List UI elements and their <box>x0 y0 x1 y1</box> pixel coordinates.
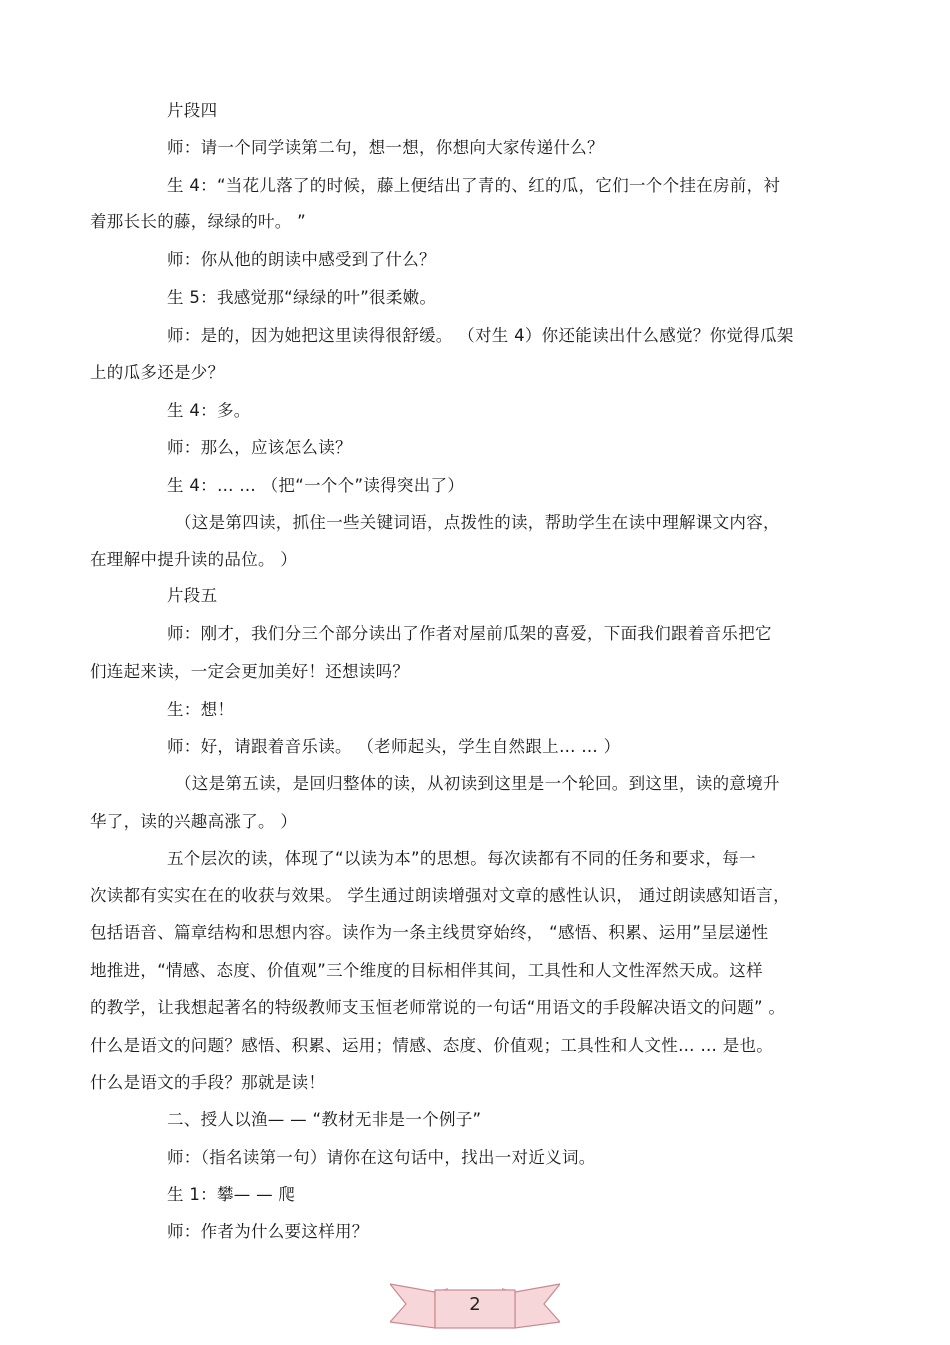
paragraph-line: 师：你从他的朗读中感受到了什么？ <box>167 250 436 269</box>
commentary-line: 在理解中提升读的品位。 ） <box>90 550 298 569</box>
paragraph-line: 师：作者为什么要这样用？ <box>167 1222 369 1241</box>
paragraph-line: 上的瓜多还是少？ <box>90 363 225 382</box>
paragraph-line: 师：那么，应该怎么读？ <box>167 438 352 457</box>
paragraph-line: 师：好，请跟着音乐读。 （老师起头，学生自然跟上… … ） <box>167 737 621 756</box>
paragraph-line: 师：（指名读第一句）请你在这句话中，找出一对近义词。 <box>167 1148 596 1167</box>
paragraph-line: 五个层次的读，体现了“以读为本”的思想。每次读都有不同的任务和要求，每一 <box>167 849 756 868</box>
paragraph-line: 师：是的，因为她把这里读得很舒缓。 （对生 4）你还能读出什么感觉？你觉得瓜架 <box>167 326 794 345</box>
section-heading-4: 片段四 <box>167 101 218 120</box>
paragraph-line: 的教学，让我想起著名的特级教师支玉恒老师常说的一句话“用语文的手段解决语文的问题” 。 <box>90 998 786 1017</box>
section-heading-5: 片段五 <box>167 586 218 605</box>
commentary-line: （这是第五读，是回归整体的读，从初读到这里是一个轮回。到这里，读的意境升 <box>175 774 780 793</box>
paragraph-line: 生：想！ <box>167 700 235 719</box>
paragraph-line: 生 4：多。 <box>167 401 251 420</box>
paragraph-line: 什么是语文的手段？那就是读！ <box>90 1073 326 1092</box>
commentary-line: （这是第四读，抓住一些关键词语，点拨性的读，帮助学生在读中理解课文内容， <box>175 513 780 532</box>
paragraph-line: 什么是语文的问题？感悟、积累、运用；情感、态度、价值观；工具性和人文性… … 是也。 <box>90 1036 774 1055</box>
page-number: 2 <box>469 1294 481 1315</box>
paragraph-line: 们连起来读，一定会更加美好！还想读吗？ <box>90 662 410 681</box>
paragraph-line: 包括语音、篇章结构和思想内容。读作为一条主线贯穿始终， “感悟、积累、运用”呈层递性 <box>90 923 769 942</box>
paragraph-line: 生 1：攀— — 爬 <box>167 1185 296 1204</box>
paragraph-line: 师：刚才，我们分三个部分读出了作者对屋前瓜架的喜爱，下面我们跟着音乐把它 <box>167 624 772 643</box>
paragraph-line: 生 5：我感觉那“绿绿的叶”很柔嫩。 <box>167 288 437 307</box>
commentary-line: 华了，读的兴趣高涨了。 ） <box>90 812 298 831</box>
paragraph-line: 师：请一个同学读第二句，想一想，你想向大家传递什么？ <box>167 138 604 157</box>
paragraph-line: 地推进，“情感、态度、价值观”三个维度的目标相伴其间，工具性和人文性浑然天成。这样 <box>90 961 763 980</box>
paragraph-line: 生 4：… … （把“一个个”读得突出了） <box>167 476 465 495</box>
paragraph-line: 生 4：“当花儿落了的时候，藤上便结出了青的、红的瓜，它们一个个挂在房前，衬 <box>167 176 781 195</box>
paragraph-line: 次读都有实实在在的收获与效果。 学生通过朗读增强对文章的感性认识， 通过朗读感知语言， <box>90 886 790 905</box>
section-heading-2: 二、授人以渔— — “教材无非是一个例子” <box>167 1110 482 1129</box>
paragraph-line: 着那长长的藤，绿绿的叶。 ” <box>90 212 306 231</box>
